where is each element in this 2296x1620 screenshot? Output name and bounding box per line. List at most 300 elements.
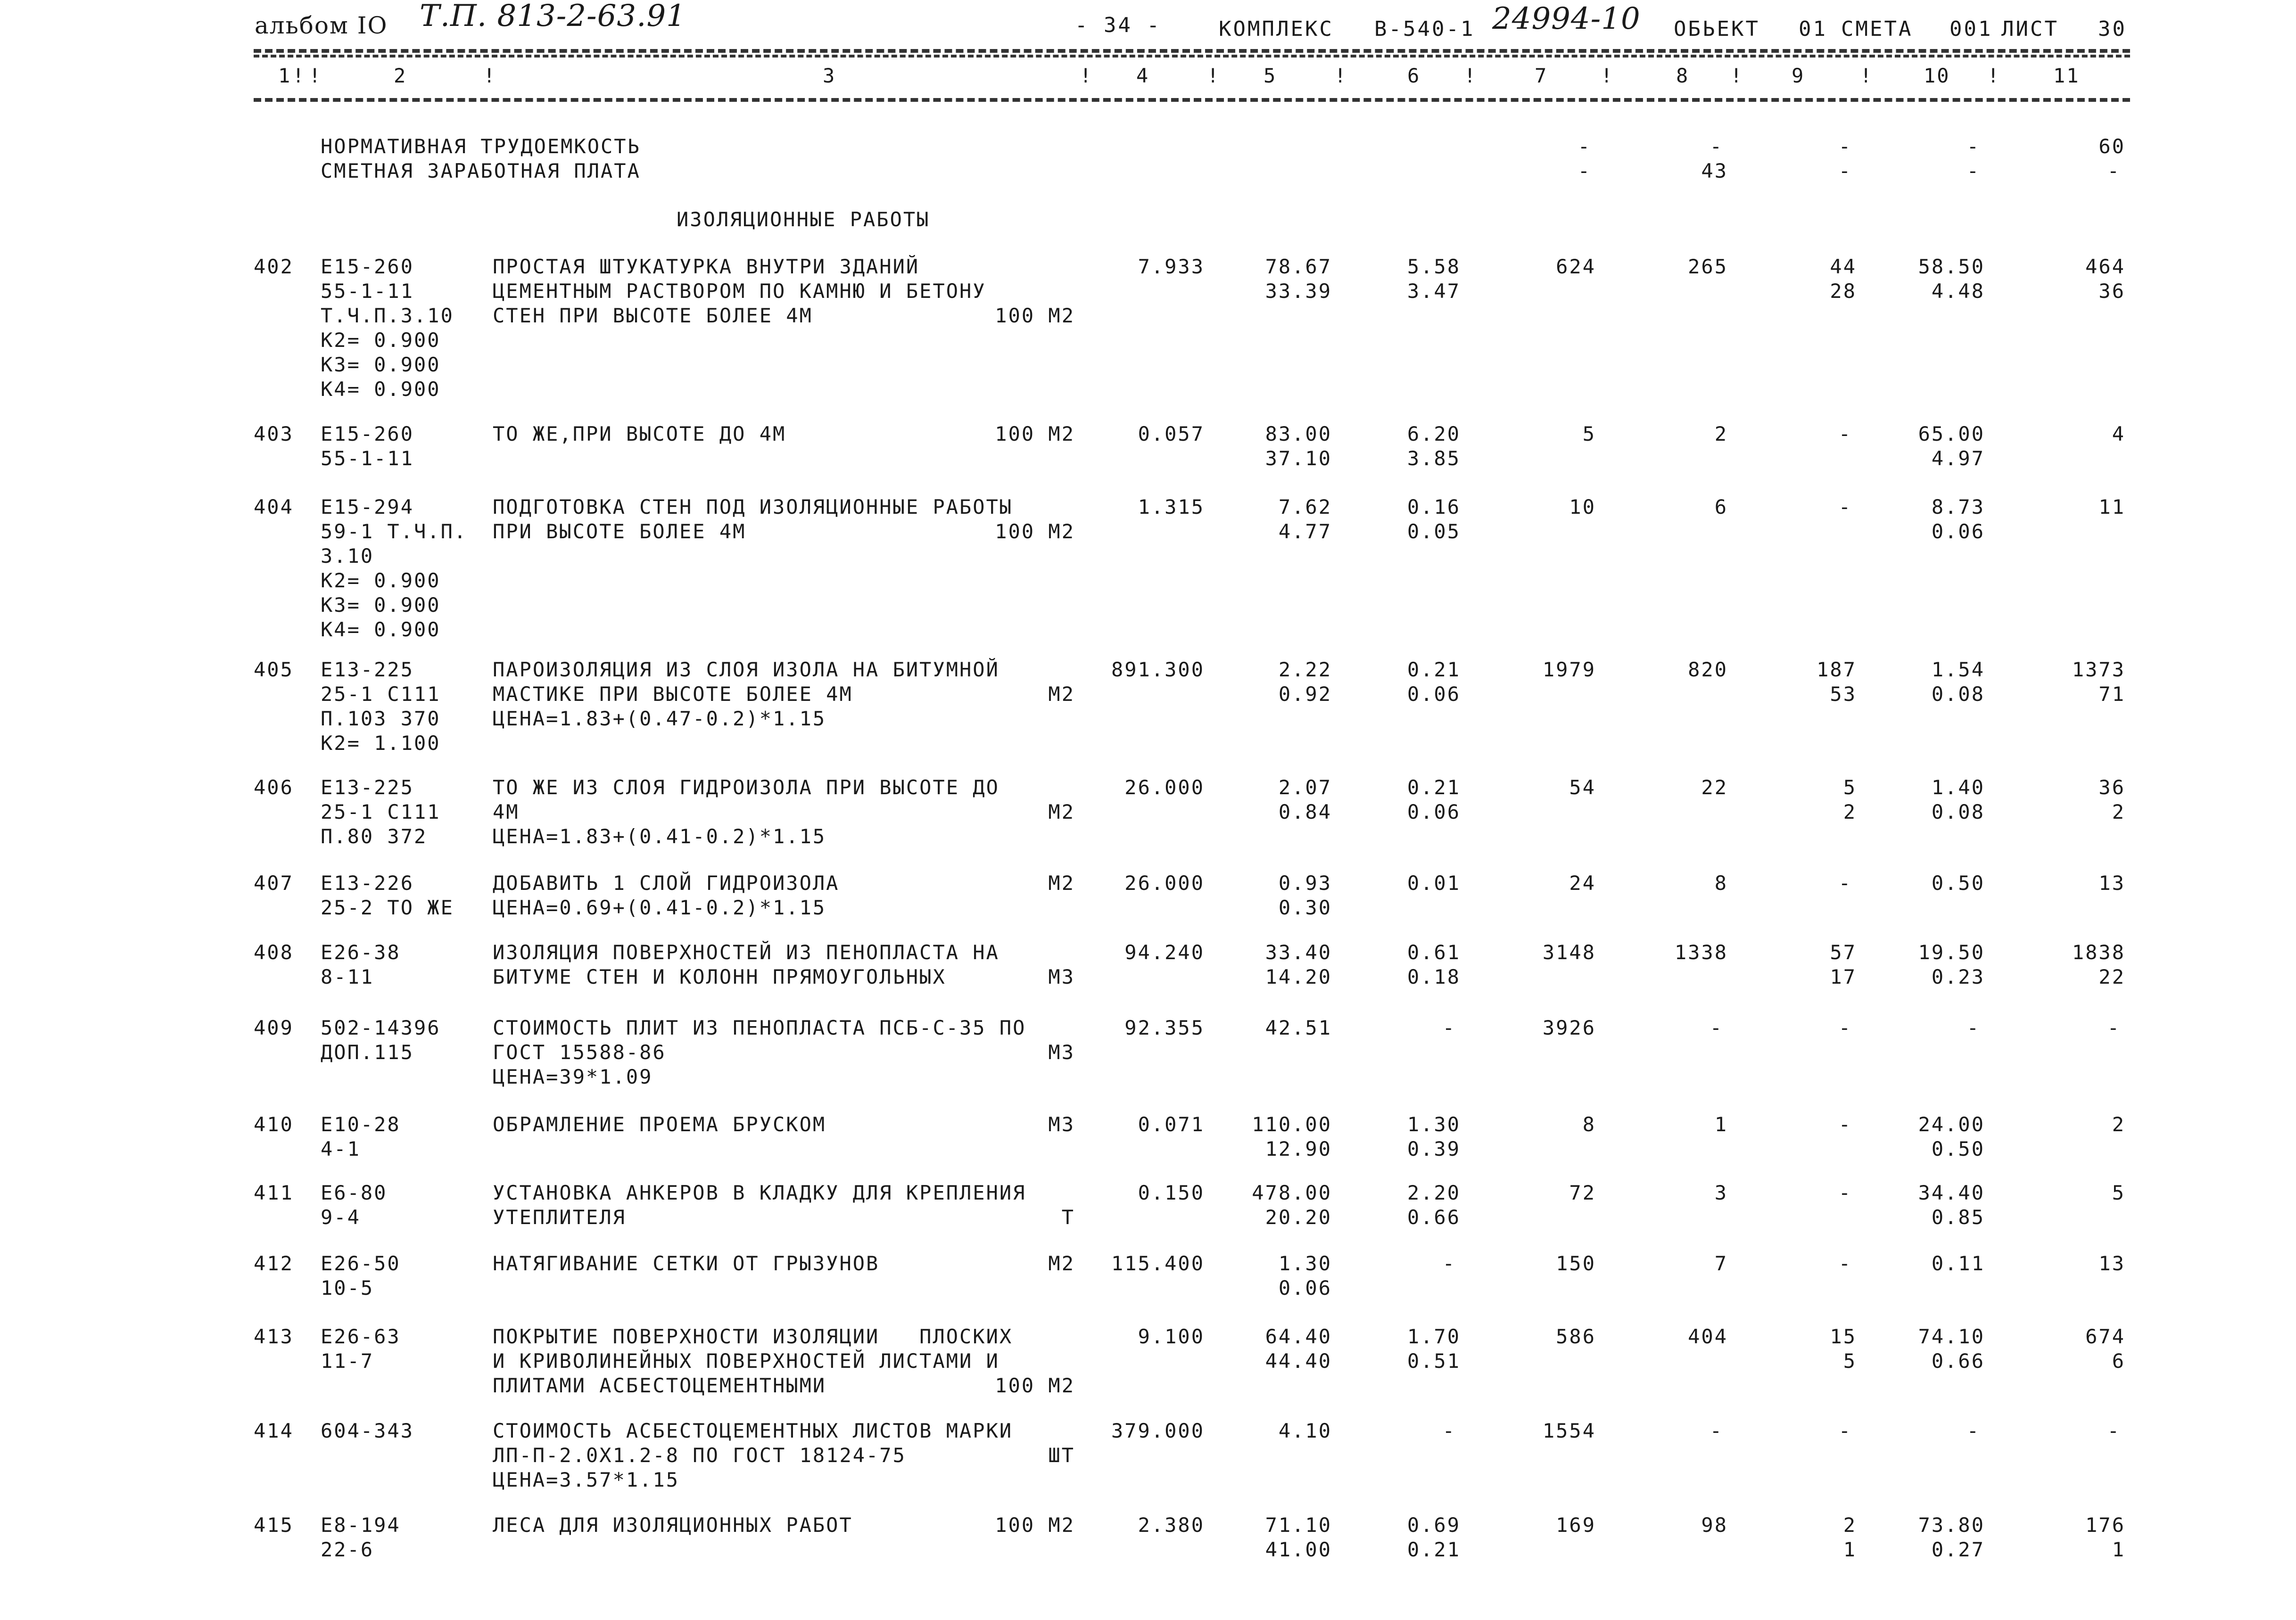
work-description: ПАРОИЗОЛЯЦИЯ ИЗ СЛОЯ ИЗОЛА НА БИТУМНОЙ	[493, 658, 999, 681]
norm-code: 10-5	[321, 1276, 374, 1299]
norm-code: Е26-63	[321, 1325, 401, 1348]
norm-code: 25-1 С111	[321, 800, 441, 823]
norm-code: Е26-50	[321, 1252, 401, 1275]
unit: М2	[1048, 1252, 1075, 1275]
quantity: 0.071	[1138, 1113, 1205, 1136]
cell-c5: 478.00	[1252, 1181, 1332, 1204]
cell-c11: 6	[2112, 1349, 2125, 1373]
row-number: 414	[254, 1419, 294, 1442]
cell-c7: 24	[1569, 872, 1596, 895]
norm-code: 55-1-11	[321, 447, 414, 470]
norm-code: К3= 0.900	[321, 353, 441, 376]
cell-c11: 13	[2098, 1252, 2125, 1275]
work-description: ПОДГОТОВКА СТЕН ПОД ИЗОЛЯЦИОННЫЕ РАБОТЫ	[493, 495, 1013, 518]
norm-code: Е8-194	[321, 1513, 401, 1537]
cell-c6: 0.18	[1407, 965, 1461, 988]
cell-c7: 169	[1556, 1513, 1596, 1537]
work-description: ЛЕСА ДЛЯ ИЗОЛЯЦИОННЫХ РАБОТ	[493, 1513, 853, 1537]
cell-c6: -	[1442, 1016, 1456, 1039]
cell-c10: 0.08	[1931, 800, 1985, 823]
cell-c6: 0.21	[1407, 776, 1461, 799]
section-title: ИЗОЛЯЦИОННЫЕ РАБОТЫ	[677, 208, 930, 231]
row-number: 415	[254, 1513, 294, 1537]
cell-c11: 5	[2112, 1181, 2125, 1204]
cell-c8: 6	[1714, 495, 1728, 518]
cell-c6: 1.70	[1407, 1325, 1461, 1348]
work-description: ЦЕНА=1.83+(0.41-0.2)*1.15	[493, 825, 826, 848]
cell-c10: 0.66	[1931, 1349, 1985, 1373]
cell-c11: -	[2107, 1016, 2121, 1039]
cell-c5: 64.40	[1265, 1325, 1332, 1348]
norm-code: Т.Ч.П.3.10	[321, 304, 454, 327]
cell-c5: 7.62	[1278, 495, 1332, 518]
work-description: ЦЕНА=1.83+(0.47-0.2)*1.15	[493, 707, 826, 730]
cell-c9: 44	[1830, 255, 1857, 278]
unit: Т	[1061, 1206, 1075, 1229]
cell-c5: 4.10	[1278, 1419, 1332, 1442]
row-number: 402	[254, 255, 294, 278]
quantity: 94.240	[1124, 941, 1205, 964]
cell-c5: 42.51	[1265, 1016, 1332, 1039]
quantity: 0.057	[1138, 422, 1205, 445]
cell-c5: 110.00	[1252, 1113, 1332, 1136]
cell-c11: -	[2107, 1419, 2121, 1442]
cell-c9: 1	[1843, 1538, 1857, 1561]
cell-c10: 0.08	[1931, 683, 1985, 706]
cell-c10: 0.85	[1931, 1206, 1985, 1229]
norm-code: 25-2 ТО ЖЕ	[321, 896, 454, 919]
cell-c10: 58.50	[1918, 255, 1985, 278]
cell-c10: 0.11	[1931, 1252, 1985, 1275]
unit: М2	[1048, 800, 1075, 823]
labor-label: НОРМАТИВНАЯ ТРУДОЕМКОСТЬ	[321, 135, 641, 158]
work-description: ОБРАМЛЕНИЕ ПРОЕМА БРУСКОМ	[493, 1113, 826, 1136]
cell-c6: 5.58	[1407, 255, 1461, 278]
cell-c9: 2	[1843, 800, 1857, 823]
norm-code: 604-343	[321, 1419, 414, 1442]
norm-code: 59-1 Т.Ч.П.	[321, 520, 468, 543]
cell-c11: 2	[2112, 1113, 2125, 1136]
cell-c5: 44.40	[1265, 1349, 1332, 1373]
cell-c6: 0.21	[1407, 1538, 1461, 1561]
cell-c9: -	[1838, 495, 1852, 518]
wage-value: 43	[1701, 159, 1728, 182]
cell-c10: 65.00	[1918, 422, 1985, 445]
column-number: 8	[1676, 64, 1690, 87]
kompleks-label: КОМПЛЕКС	[1219, 17, 1334, 41]
norm-code: 25-1 С111	[321, 683, 441, 706]
row-number: 404	[254, 495, 294, 518]
column-number: 9	[1792, 64, 1805, 87]
column-number: 3	[823, 64, 836, 87]
cell-c8: 3	[1714, 1181, 1728, 1204]
norm-code: Е15-260	[321, 422, 414, 445]
quantity: 115.400	[1111, 1252, 1205, 1275]
work-description: ГОСТ 15588-86	[493, 1041, 666, 1064]
labor-value: -	[1966, 135, 1980, 158]
cell-c6: 0.06	[1407, 683, 1461, 706]
norm-code: 4-1	[321, 1137, 361, 1160]
cell-c8: 22	[1701, 776, 1728, 799]
cell-c9: 57	[1830, 941, 1857, 964]
cell-c10: 0.23	[1931, 965, 1985, 988]
cell-c8: 8	[1714, 872, 1728, 895]
cell-c6: 0.66	[1407, 1206, 1461, 1229]
norm-code: 3.10	[321, 544, 374, 567]
cell-c10: 0.06	[1931, 520, 1985, 543]
cell-c11: 11	[2098, 495, 2125, 518]
norm-code: Е10-28	[321, 1113, 401, 1136]
quantity: 9.100	[1138, 1325, 1205, 1348]
column-number: 1	[278, 64, 292, 87]
smeta-value: 001	[1949, 17, 1993, 41]
cell-c8: 98	[1701, 1513, 1728, 1537]
column-separator: !	[1730, 64, 1744, 87]
cell-c5: 0.30	[1278, 896, 1332, 919]
column-separator: !	[1601, 64, 1614, 87]
cell-c11: 1	[2112, 1538, 2125, 1561]
cell-c10: 0.50	[1931, 1137, 1985, 1160]
kompleks-number: 24994-10	[1492, 1, 1641, 36]
cell-c11: 22	[2098, 965, 2125, 988]
cell-c10: 19.50	[1918, 941, 1985, 964]
work-description: СТОИМОСТЬ ПЛИТ ИЗ ПЕНОПЛАСТА ПСБ-С-35 ПО	[493, 1016, 1026, 1039]
column-number: 5	[1264, 64, 1277, 87]
norm-code: Е15-294	[321, 495, 414, 518]
work-description: ЦЕНА=0.69+(0.41-0.2)*1.15	[493, 896, 826, 919]
cell-c5: 1.30	[1278, 1252, 1332, 1275]
cell-c9: -	[1838, 1016, 1852, 1039]
work-description: И КРИВОЛИНЕЙНЫХ ПОВЕРХНОСТЕЙ ЛИСТАМИ И	[493, 1349, 999, 1373]
cell-c5: 78.67	[1265, 255, 1332, 278]
cell-c9: -	[1838, 1181, 1852, 1204]
cell-c5: 20.20	[1265, 1206, 1332, 1229]
work-description: ТО ЖЕ,ПРИ ВЫСОТЕ ДО 4М	[493, 422, 786, 445]
cell-c7: 1979	[1542, 658, 1596, 681]
norm-code: К2= 0.900	[321, 329, 441, 352]
cell-c5: 71.10	[1265, 1513, 1332, 1537]
labor-value: -	[1838, 135, 1852, 158]
cell-c9: 53	[1830, 683, 1857, 706]
work-description: ПЛИТАМИ АСБЕСТОЦЕМЕНТНЫМИ	[493, 1374, 826, 1397]
norm-code: 9-4	[321, 1206, 361, 1229]
cell-c6: 2.20	[1407, 1181, 1461, 1204]
unit: ШТ	[1048, 1444, 1075, 1467]
wage-value: -	[2107, 159, 2121, 182]
cell-c6: 0.16	[1407, 495, 1461, 518]
cell-c9: 2	[1843, 1513, 1857, 1537]
quantity: 92.355	[1124, 1016, 1205, 1039]
cell-c8: 1	[1714, 1113, 1728, 1136]
column-separator: !	[1334, 64, 1348, 87]
labor-value: -	[1710, 135, 1723, 158]
row-number: 413	[254, 1325, 294, 1348]
column-separator: !	[1860, 64, 1874, 87]
cell-c9: 28	[1830, 280, 1857, 303]
norm-code: К2= 1.100	[321, 732, 441, 755]
column-separator: !	[1207, 64, 1221, 87]
album-label: альбом IO	[255, 12, 388, 39]
quantity: 26.000	[1124, 776, 1205, 799]
cell-c11: 1373	[2072, 658, 2125, 681]
work-description: СТЕН ПРИ ВЫСОТЕ БОЛЕЕ 4М	[493, 304, 813, 327]
cell-c5: 33.39	[1265, 280, 1332, 303]
cell-c11: 176	[2085, 1513, 2125, 1537]
cell-c5: 0.06	[1278, 1276, 1332, 1299]
wage-value: -	[1577, 159, 1591, 182]
norm-code: Е13-225	[321, 658, 414, 681]
wage-label: СМЕТНАЯ ЗАРАБОТНАЯ ПЛАТА	[321, 159, 641, 182]
header-rule-bottom	[254, 98, 2130, 102]
quantity: 26.000	[1124, 872, 1205, 895]
cell-c7: 8	[1582, 1113, 1596, 1136]
work-description: БИТУМЕ СТЕН И КОЛОНН ПРЯМОУГОЛЬНЫХ	[493, 965, 946, 988]
cell-c5: 33.40	[1265, 941, 1332, 964]
cell-c10: 0.27	[1931, 1538, 1985, 1561]
cell-c7: 3926	[1542, 1016, 1596, 1039]
cell-c6: 0.69	[1407, 1513, 1461, 1537]
norm-code: 502-14396	[321, 1016, 441, 1039]
cell-c11: 71	[2098, 683, 2125, 706]
cell-c9: 5	[1843, 776, 1857, 799]
cell-c6: 0.01	[1407, 872, 1461, 895]
cell-c8: 1338	[1674, 941, 1728, 964]
cell-c8: 2	[1714, 422, 1728, 445]
cell-c5: 2.22	[1278, 658, 1332, 681]
column-number: 4	[1136, 64, 1150, 87]
work-description: 4М	[493, 800, 520, 823]
cell-c11: 2	[2112, 800, 2125, 823]
work-description: УТЕПЛИТЕЛЯ	[493, 1206, 626, 1229]
column-number: 6	[1407, 64, 1421, 87]
cell-c8: -	[1710, 1016, 1723, 1039]
cell-c10: 8.73	[1931, 495, 1985, 518]
row-number: 408	[254, 941, 294, 964]
work-description: ЦЕМЕНТНЫМ РАСТВОРОМ ПО КАМНЮ И БЕТОНУ	[493, 280, 986, 303]
cell-c9: -	[1838, 1113, 1852, 1136]
unit: М2	[1048, 872, 1075, 895]
norm-code: ДОП.115	[321, 1041, 414, 1064]
unit: М3	[1048, 1041, 1075, 1064]
cell-c5: 2.07	[1278, 776, 1332, 799]
cell-c8: 820	[1688, 658, 1728, 681]
norm-code: 11-7	[321, 1349, 374, 1373]
row-number: 406	[254, 776, 294, 799]
cell-c6: -	[1442, 1252, 1456, 1275]
cell-c9: 17	[1830, 965, 1857, 988]
column-separator: !	[483, 64, 497, 87]
cell-c7: 72	[1569, 1181, 1596, 1204]
row-number: 412	[254, 1252, 294, 1275]
work-description: ИЗОЛЯЦИЯ ПОВЕРХНОСТЕЙ ИЗ ПЕНОПЛАСТА НА	[493, 941, 999, 964]
cell-c7: 5	[1582, 422, 1596, 445]
quantity: 1.315	[1138, 495, 1205, 518]
unit: М3	[1048, 1113, 1075, 1136]
cell-c10: 0.50	[1931, 872, 1985, 895]
work-description: ПРОСТАЯ ШТУКАТУРКА ВНУТРИ ЗДАНИЙ	[493, 255, 920, 278]
cell-c7: 3148	[1542, 941, 1596, 964]
cell-c6: 0.51	[1407, 1349, 1461, 1373]
cell-c9: 15	[1830, 1325, 1857, 1348]
cell-c7: 624	[1556, 255, 1596, 278]
column-separator: !	[1464, 64, 1478, 87]
cell-c6: 0.39	[1407, 1137, 1461, 1160]
labor-value: -	[1577, 135, 1591, 158]
cell-c9: 187	[1817, 658, 1857, 681]
cell-c6: 3.47	[1407, 280, 1461, 303]
unit: 100 М2	[995, 520, 1075, 543]
row-number: 409	[254, 1016, 294, 1039]
cell-c5: 37.10	[1265, 447, 1332, 470]
page-number: - 34 -	[1075, 13, 1161, 37]
cell-c10: 73.80	[1918, 1513, 1985, 1537]
norm-code: 55-1-11	[321, 280, 414, 303]
cell-c5: 83.00	[1265, 422, 1332, 445]
cell-c7: 1554	[1542, 1419, 1596, 1442]
cell-c8: 265	[1688, 255, 1728, 278]
sheet-value: 30	[2098, 17, 2127, 41]
cell-c6: 0.21	[1407, 658, 1461, 681]
norm-code: 22-6	[321, 1538, 374, 1561]
cell-c5: 14.20	[1265, 965, 1332, 988]
cell-c5: 0.93	[1278, 872, 1332, 895]
cell-c9: -	[1838, 872, 1852, 895]
column-separator: !	[1987, 64, 2001, 87]
cell-c10: 34.40	[1918, 1181, 1985, 1204]
cell-c11: 36	[2098, 776, 2125, 799]
work-description: МАСТИКЕ ПРИ ВЫСОТЕ БОЛЕЕ 4М	[493, 683, 853, 706]
column-number: 11	[2053, 64, 2080, 87]
column-number: 10	[1924, 64, 1950, 87]
row-number: 407	[254, 872, 294, 895]
object-value: 01	[1799, 17, 1827, 41]
cell-c9: -	[1838, 1252, 1852, 1275]
cell-c6: 6.20	[1407, 422, 1461, 445]
norm-code: К2= 0.900	[321, 569, 441, 592]
row-number: 405	[254, 658, 294, 681]
cell-c6: -	[1442, 1419, 1456, 1442]
cell-c5: 12.90	[1265, 1137, 1332, 1160]
cell-c9: 5	[1843, 1349, 1857, 1373]
cell-c8: 7	[1714, 1252, 1728, 1275]
norm-code: К4= 0.900	[321, 378, 441, 401]
cell-c8: -	[1710, 1419, 1723, 1442]
cell-c10: -	[1966, 1419, 1980, 1442]
norm-code: Е26-38	[321, 941, 401, 964]
cell-c11: 464	[2085, 255, 2125, 278]
header-rule-mid	[254, 55, 2130, 58]
quantity: 379.000	[1111, 1419, 1205, 1442]
column-separator: !	[292, 64, 306, 87]
norm-code: Е13-226	[321, 872, 414, 895]
cell-c9: -	[1838, 1419, 1852, 1442]
norm-code: Е15-260	[321, 255, 414, 278]
object-label: ОБЬЕКТ	[1674, 17, 1760, 41]
cell-c5: 41.00	[1265, 1538, 1332, 1561]
work-description: ЛП-П-2.0Х1.2-8 ПО ГОСТ 18124-75	[493, 1444, 906, 1467]
norm-code: Е13-225	[321, 776, 414, 799]
header-rule-top	[254, 49, 2130, 53]
work-description: НАТЯГИВАНИЕ СЕТКИ ОТ ГРЫЗУНОВ	[493, 1252, 880, 1275]
cell-c10: 24.00	[1918, 1113, 1985, 1136]
work-description: УСТАНОВКА АНКЕРОВ В КЛАДКУ ДЛЯ КРЕПЛЕНИЯ	[493, 1181, 1026, 1204]
cell-c10: 74.10	[1918, 1325, 1985, 1348]
work-description: ДОБАВИТЬ 1 СЛОЙ ГИДРОИЗОЛА	[493, 872, 840, 895]
work-description: ПРИ ВЫСОТЕ БОЛЕЕ 4М	[493, 520, 746, 543]
cell-c9: -	[1838, 422, 1852, 445]
smeta-label: СМЕТА	[1841, 17, 1913, 41]
column-separator: !	[309, 64, 322, 87]
cell-c7: 10	[1569, 495, 1596, 518]
cell-c5: 0.92	[1278, 683, 1332, 706]
cell-c11: 36	[2098, 280, 2125, 303]
quantity: 0.150	[1138, 1181, 1205, 1204]
column-number: 7	[1535, 64, 1548, 87]
cell-c11: 4	[2112, 422, 2125, 445]
norm-code: Е6-80	[321, 1181, 388, 1204]
unit: М3	[1048, 965, 1075, 988]
norm-code: П.103 370	[321, 707, 441, 730]
cell-c10: 4.97	[1931, 447, 1985, 470]
unit: 100 М2	[995, 1513, 1075, 1537]
work-description: ЦЕНА=39*1.09	[493, 1065, 653, 1088]
quantity: 2.380	[1138, 1513, 1205, 1537]
cell-c5: 0.84	[1278, 800, 1332, 823]
wage-value: -	[1838, 159, 1852, 182]
labor-value: 60	[2098, 135, 2125, 158]
quantity: 7.933	[1138, 255, 1205, 278]
cell-c6: 3.85	[1407, 447, 1461, 470]
cell-c7: 54	[1569, 776, 1596, 799]
norm-code: К4= 0.900	[321, 618, 441, 641]
norm-code: 8-11	[321, 965, 374, 988]
cell-c10: 4.48	[1931, 280, 1985, 303]
cell-c11: 13	[2098, 872, 2125, 895]
cell-c11: 1838	[2072, 941, 2125, 964]
project-number: Т.П. 813-2-63.91	[420, 0, 686, 33]
work-description: СТОИМОСТЬ АСБЕСТОЦЕМЕНТНЫХ ЛИСТОВ МАРКИ	[493, 1419, 1013, 1442]
sheet-label: ЛИСТ	[2001, 17, 2059, 41]
row-number: 410	[254, 1113, 294, 1136]
unit: 100 М2	[995, 304, 1075, 327]
row-number: 411	[254, 1181, 294, 1204]
wage-value: -	[1966, 159, 1980, 182]
norm-code: К3= 0.900	[321, 593, 441, 617]
cell-c10: -	[1966, 1016, 1980, 1039]
cell-c10: 1.54	[1931, 658, 1985, 681]
cell-c7: 150	[1556, 1252, 1596, 1275]
cell-c11: 674	[2085, 1325, 2125, 1348]
cell-c5: 4.77	[1278, 520, 1332, 543]
cell-c6: 0.06	[1407, 800, 1461, 823]
quantity: 891.300	[1111, 658, 1205, 681]
norm-code: П.80 372	[321, 825, 428, 848]
work-description: ПОКРЫТИЕ ПОВЕРХНОСТИ ИЗОЛЯЦИИ ПЛОСКИХ	[493, 1325, 1013, 1348]
column-separator: !	[1080, 64, 1093, 87]
column-number: 2	[394, 64, 407, 87]
cell-c8: 404	[1688, 1325, 1728, 1348]
cell-c6: 1.30	[1407, 1113, 1461, 1136]
unit: 100 М2	[995, 1374, 1075, 1397]
cell-c10: 1.40	[1931, 776, 1985, 799]
cell-c7: 586	[1556, 1325, 1596, 1348]
cell-c6: 0.05	[1407, 520, 1461, 543]
unit: М2	[1048, 683, 1075, 706]
cell-c6: 0.61	[1407, 941, 1461, 964]
work-description: ТО ЖЕ ИЗ СЛОЯ ГИДРОИЗОЛА ПРИ ВЫСОТЕ ДО	[493, 776, 999, 799]
kompleks-code: В-540-1	[1374, 17, 1475, 41]
row-number: 403	[254, 422, 294, 445]
